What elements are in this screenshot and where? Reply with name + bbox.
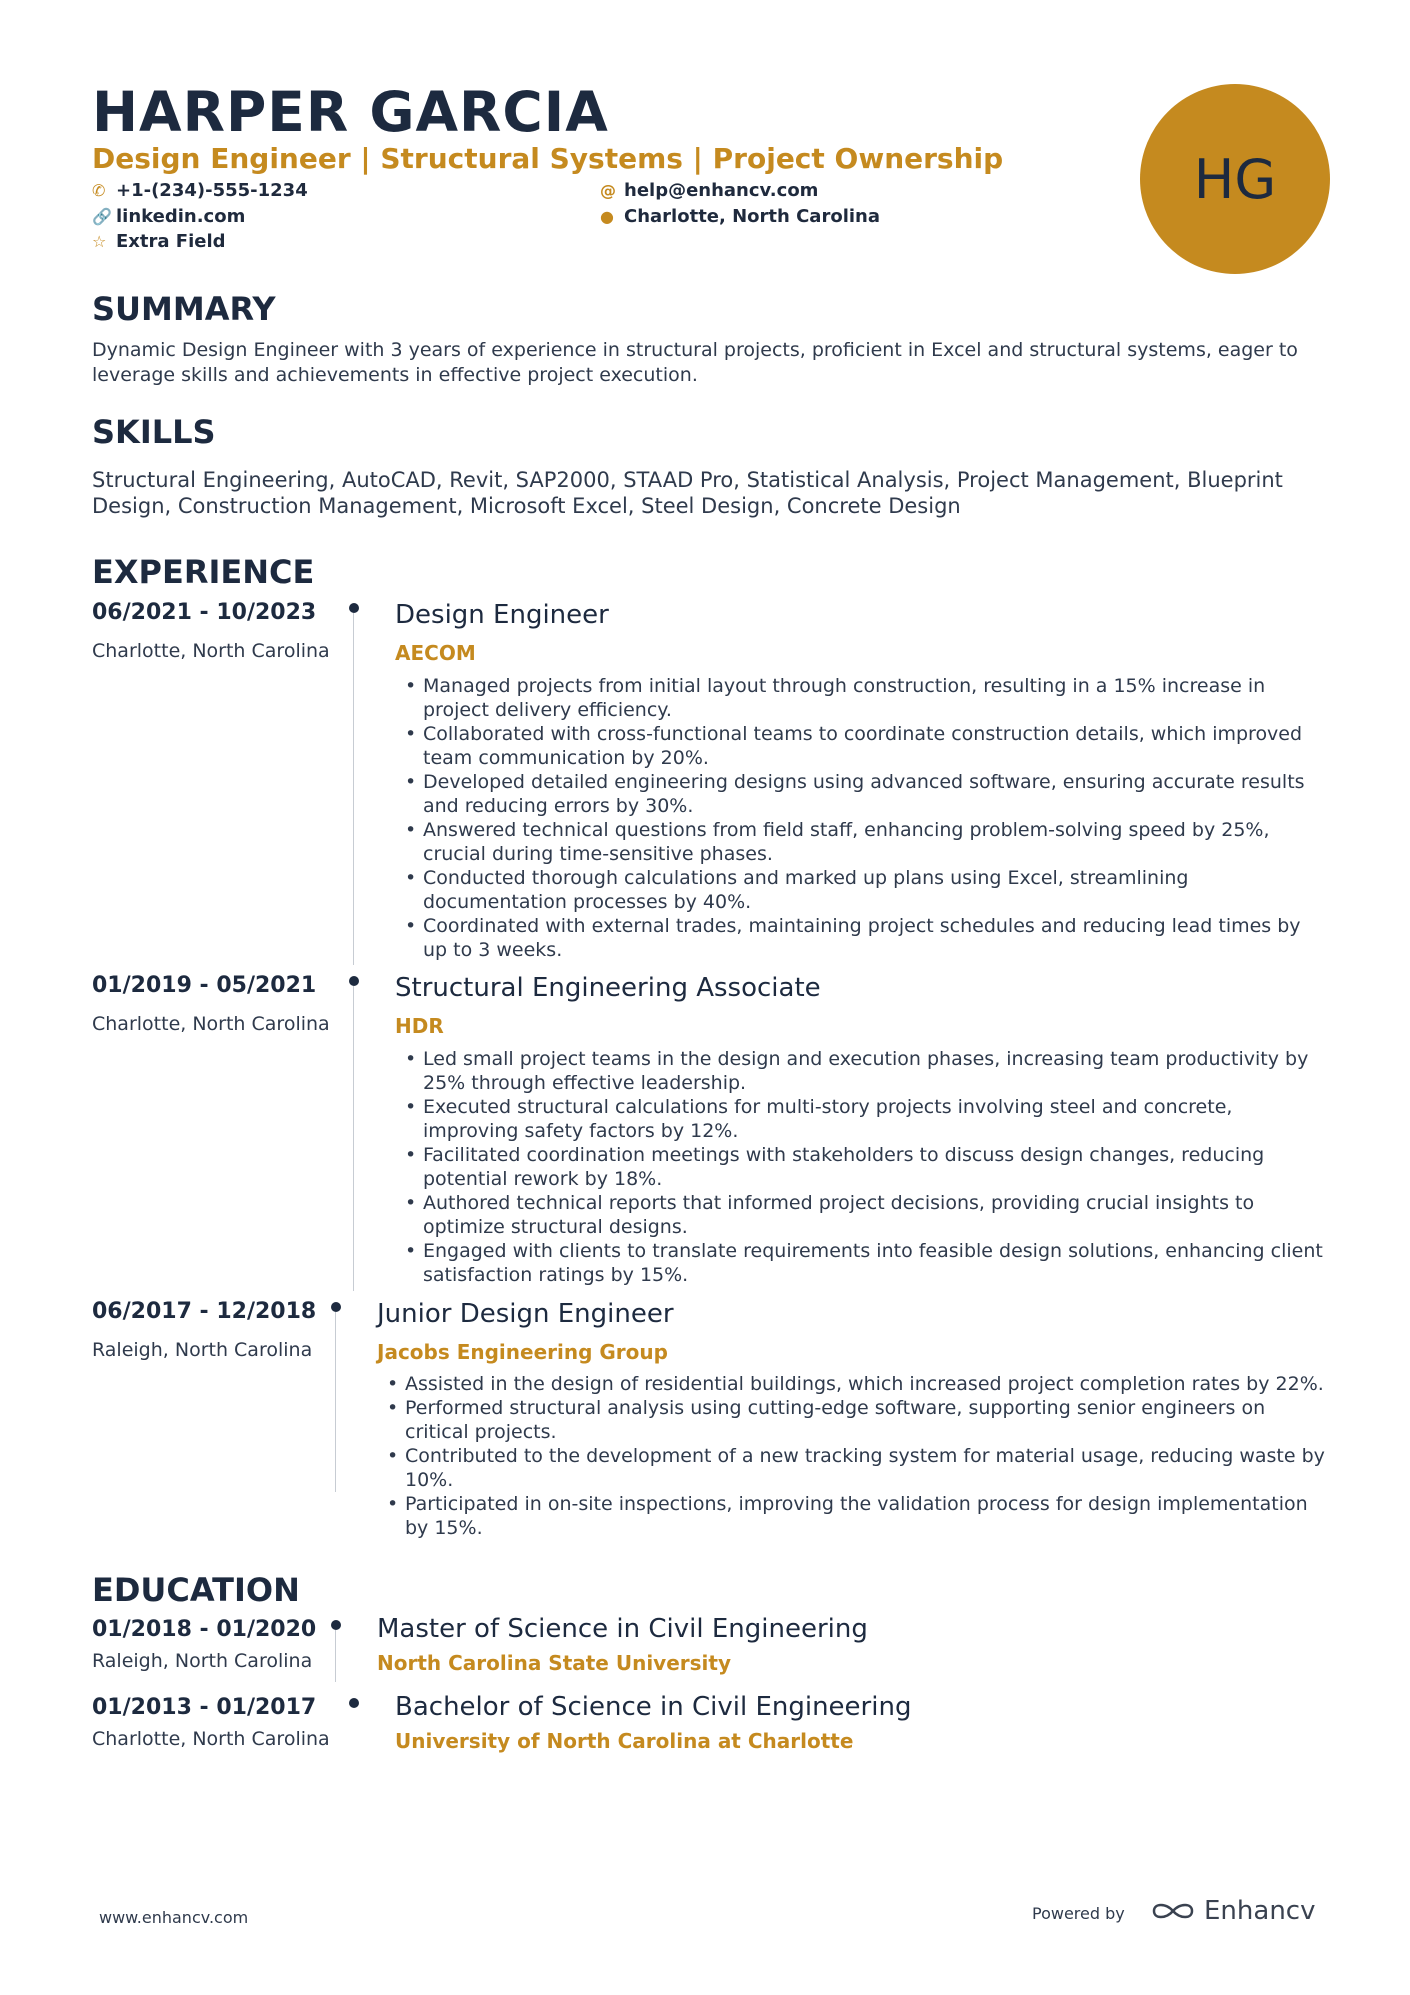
contact-email[interactable] <box>600 180 818 201</box>
job-location: Raleigh, North Carolina <box>92 1339 313 1361</box>
email-text[interactable]: help@enhancv.com <box>624 180 819 201</box>
job-bullet: • Coordinated with external trades, maintaining project schedules and reducing lead times by up to 3 weeks. <box>403 914 1323 962</box>
avatar <box>1140 84 1330 274</box>
timeline-line <box>335 1630 336 1682</box>
job-location: Charlotte, North Carolina <box>92 640 330 662</box>
edu-degree: Bachelor of Science in Civil Engineering <box>395 1692 912 1722</box>
job-bullet: • Answered technical questions from field staff, enhancing problem-solving speed by 25%, crucial during time-sensitive phases. <box>403 818 1323 866</box>
job-role: Design Engineer <box>395 600 609 630</box>
job-dates: 01/2019 - 05/2021 <box>92 973 317 998</box>
at-icon: @ <box>600 181 616 200</box>
timeline-line <box>335 1312 336 1492</box>
job-bullets <box>385 1372 1325 1540</box>
contact-phone <box>92 180 308 201</box>
experience-heading: EXPERIENCE <box>92 553 315 591</box>
extra-text: Extra Field <box>116 231 226 252</box>
edu-location: Charlotte, North Carolina <box>92 1728 330 1750</box>
education-heading: EDUCATION <box>92 1571 300 1609</box>
job-bullet: • Engaged with clients to translate requirements into feasible design solutions, enhancing client satisfaction ratings by 15%. <box>403 1239 1323 1287</box>
edu-degree: Master of Science in Civil Engineering <box>377 1614 868 1644</box>
brand-name: Enhancv <box>1204 1896 1316 1926</box>
job-bullet: • Managed projects from initial layout through construction, resulting in a 15% increase in project delivery efficiency. <box>403 674 1323 722</box>
job-bullet: • Participated in on-site inspections, improving the validation process for design implementation by 15%. <box>385 1492 1325 1540</box>
enhancv-logo-icon <box>1150 1899 1196 1923</box>
location-text: Charlotte, North Carolina <box>624 206 880 227</box>
avatar-initials: HG <box>1193 147 1277 211</box>
timeline-dot <box>349 603 359 613</box>
timeline-dot <box>331 1302 341 1312</box>
contact-linkedin[interactable] <box>92 206 245 227</box>
job-bullet: • Developed detailed engineering designs using advanced software, ensuring accurate results and reducing errors by 30%. <box>403 770 1323 818</box>
contact-location <box>600 206 880 227</box>
linkedin-text[interactable]: linkedin.com <box>116 206 246 227</box>
job-role: Structural Engineering Associate <box>395 973 821 1003</box>
candidate-title: Design Engineer | Structural Systems | Project Ownership <box>92 142 1004 175</box>
skills-text: Structural Engineering, AutoCAD, Revit, SAP2000, STAAD Pro, Statistical Analysis, Project Management, Blueprint Design, Construction Management, Microsoft Excel, Steel Design, Concrete Design <box>92 468 1283 518</box>
timeline-line <box>353 613 354 965</box>
footer-website-link[interactable]: www.enhancv.com <box>99 1908 249 1927</box>
candidate-name: HARPER GARCIA <box>92 80 609 144</box>
job-company: Jacobs Engineering Group <box>377 1340 668 1364</box>
location-pin-icon: ● <box>600 207 614 226</box>
edu-school: North Carolina State University <box>377 1651 731 1675</box>
job-bullet: • Authored technical reports that informed project decisions, providing crucial insights to optimize structural designs. <box>403 1191 1323 1239</box>
job-dates: 06/2021 - 10/2023 <box>92 600 317 625</box>
star-icon: ☆ <box>92 232 107 251</box>
edu-dates: 01/2013 - 01/2017 <box>92 1695 317 1720</box>
edu-location: Raleigh, North Carolina <box>92 1650 313 1672</box>
timeline-line <box>353 986 354 1291</box>
job-bullet: • Performed structural analysis using cutting-edge software, supporting senior engineers on critical projects. <box>385 1396 1325 1444</box>
job-bullet: • Led small project teams in the design and execution phases, increasing team productivity by 25% through effective leadership. <box>403 1047 1323 1095</box>
edu-school: University of North Carolina at Charlotte <box>395 1729 854 1753</box>
timeline-dot <box>349 1698 359 1708</box>
phone-text: +1-(234)-555-1234 <box>116 180 308 201</box>
job-location: Charlotte, North Carolina <box>92 1013 330 1035</box>
job-bullet: • Contributed to the development of a new tracking system for material usage, reducing waste by 10%. <box>385 1444 1325 1492</box>
contact-extra <box>92 231 226 252</box>
job-bullet: • Executed structural calculations for multi-story projects involving steel and concrete, improving safety factors by 12%. <box>403 1095 1323 1143</box>
link-icon: 🔗 <box>92 207 112 226</box>
job-bullet: • Collaborated with cross-functional teams to coordinate construction details, which improved team communication by 20%. <box>403 722 1323 770</box>
job-dates: 06/2017 - 12/2018 <box>92 1299 317 1324</box>
timeline-dot <box>349 976 359 986</box>
summary-heading: SUMMARY <box>92 290 276 328</box>
edu-dates: 01/2018 - 01/2020 <box>92 1617 317 1642</box>
job-bullet: • Conducted thorough calculations and marked up plans using Excel, streamlining documentation processes by 40%. <box>403 866 1323 914</box>
job-company: AECOM <box>395 641 476 665</box>
summary-text: Dynamic Design Engineer with 3 years of experience in structural projects, proficient in Excel and structural systems, eager to leverage skills and achievements in effective project execution. <box>92 339 1298 386</box>
timeline-dot <box>331 1620 341 1630</box>
job-bullet: • Facilitated coordination meetings with stakeholders to discuss design changes, reducing potential rework by 18%. <box>403 1143 1323 1191</box>
skills-heading: SKILLS <box>92 413 216 451</box>
phone-icon: ✆ <box>92 181 106 200</box>
job-bullets <box>403 1047 1323 1287</box>
job-bullet: • Assisted in the design of residential buildings, which increased project completion rates by 22%. <box>385 1372 1325 1396</box>
powered-by-label: Powered by <box>1032 1904 1125 1923</box>
job-company: HDR <box>395 1014 444 1038</box>
job-bullets <box>403 674 1323 962</box>
job-role: Junior Design Engineer <box>377 1299 674 1329</box>
brand-logo[interactable] <box>1150 1896 1315 1926</box>
